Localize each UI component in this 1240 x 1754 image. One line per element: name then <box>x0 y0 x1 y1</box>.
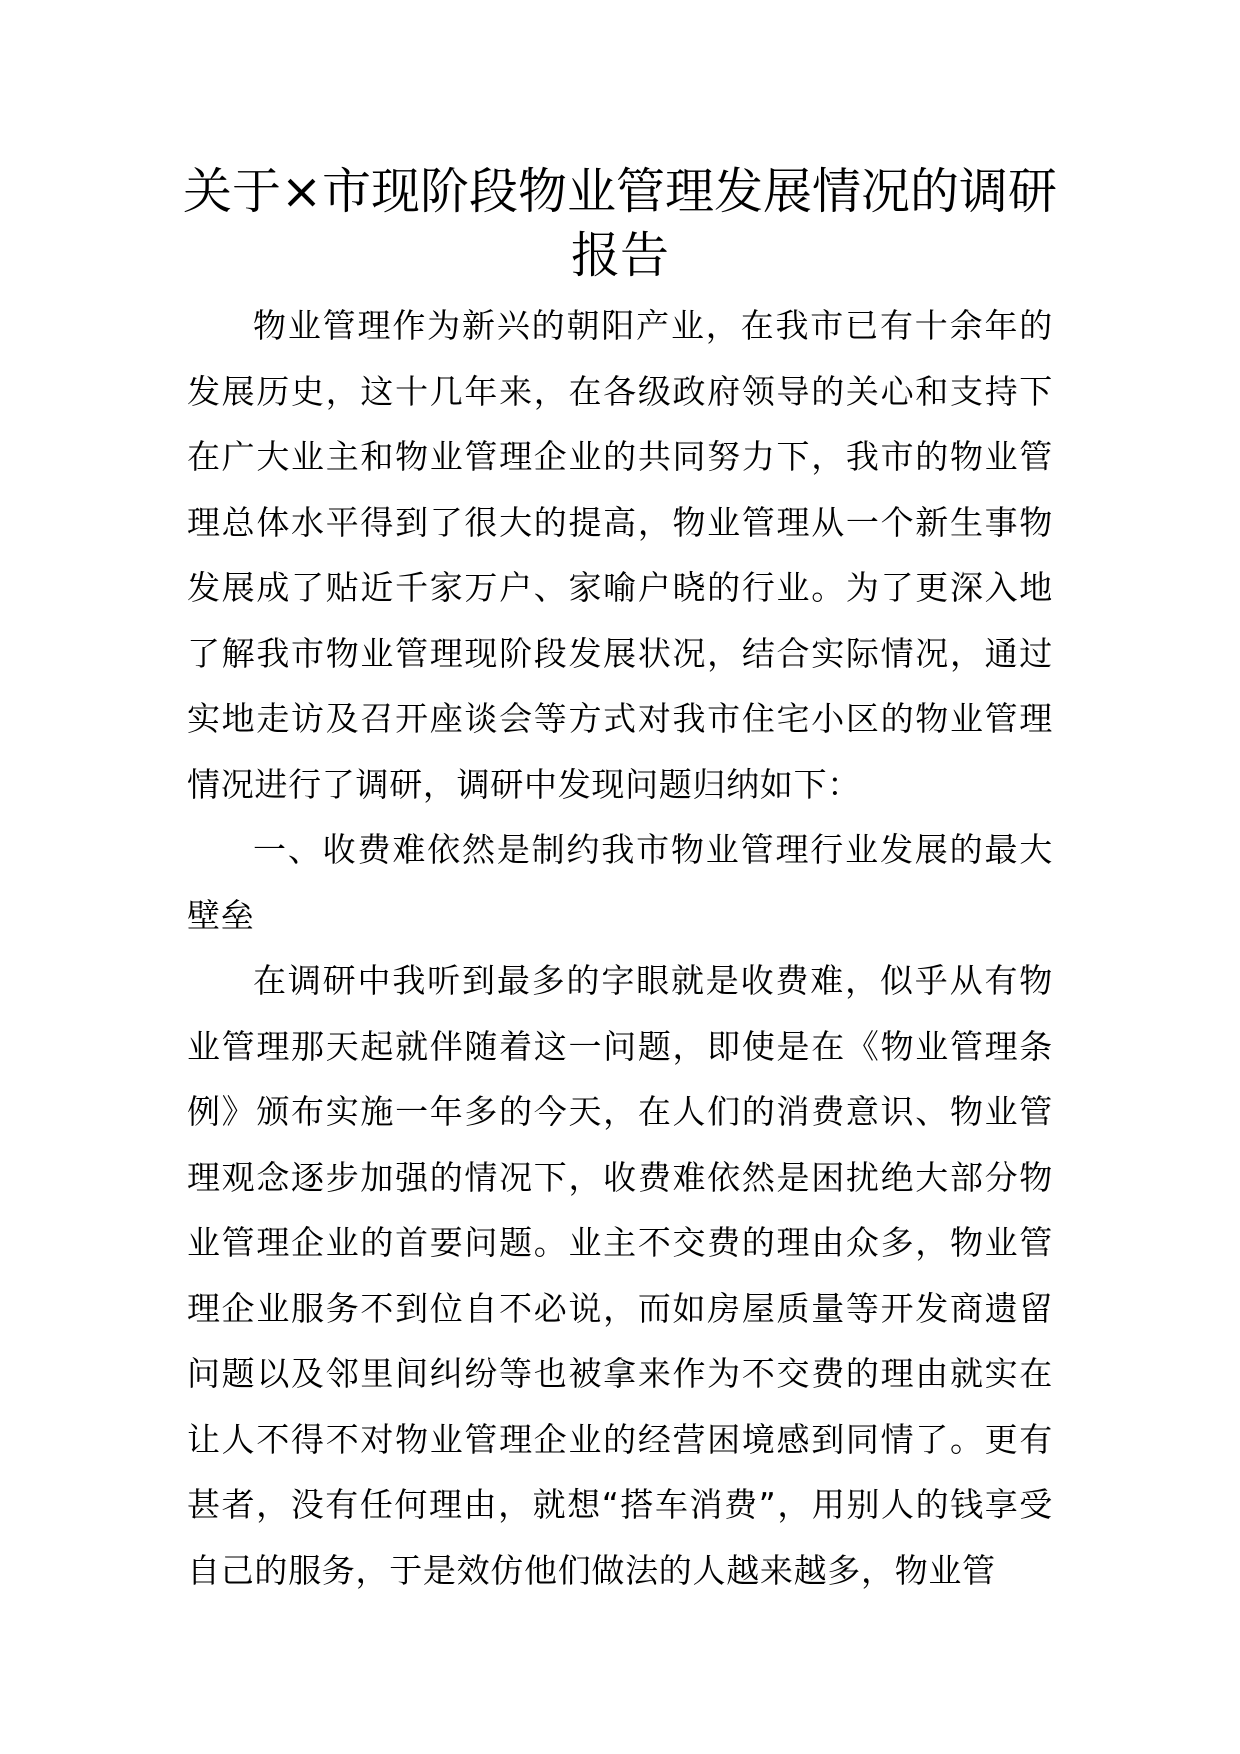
document-body <box>187 293 1053 1603</box>
section-heading-1: 一、收费难依然是制约我市物业管理行业发展的最大壁垒 <box>187 830 1053 935</box>
paragraph-section-1: 在调研中我听到最多的字眼就是收费难，似乎从有物业管理那天起就伴随着这一问题，即使是在《物业管理条例》颁布实施一年多的今天，在人们的消费意识、物业管理观念逐步加强的情况下，收费难依然是困扰绝大部分物业管理企业的首要问题。业主不交费的理由众多，物业管理企业服务不到位自不必说，而如房屋质量等开发商遗留问题以及邻里间纠纷等也被拿来作为不交费的理由就实在让人不得不对物业管理企业的经营困境感到同情了。更有甚者，没有任何理由，就想“搭车消费”，用别人的钱享受自己的服务，于是效仿他们做法的人越来越多，物业管 <box>187 961 1053 1590</box>
paragraph-intro: 物业管理作为新兴的朝阳产业，在我市已有十余年的发展历史，这十几年来，在各级政府领导的关心和支持下在广大业主和物业管理企业的共同努力下，我市的物业管理总体水平得到了很大的提高，物业管理从一个新生事物发展成了贴近千家万户、家喻户晓的行业。为了更深入地了解我市物业管理现阶段发展状况，结合实际情况，通过实地走访及召开座谈会等方式对我市住宅小区的物业管理情况进行了调研，调研中发现问题归纳如下： <box>187 306 1053 804</box>
document-title: 关于×市现阶段物业管理发展情况的调研报告 <box>182 163 1058 284</box>
